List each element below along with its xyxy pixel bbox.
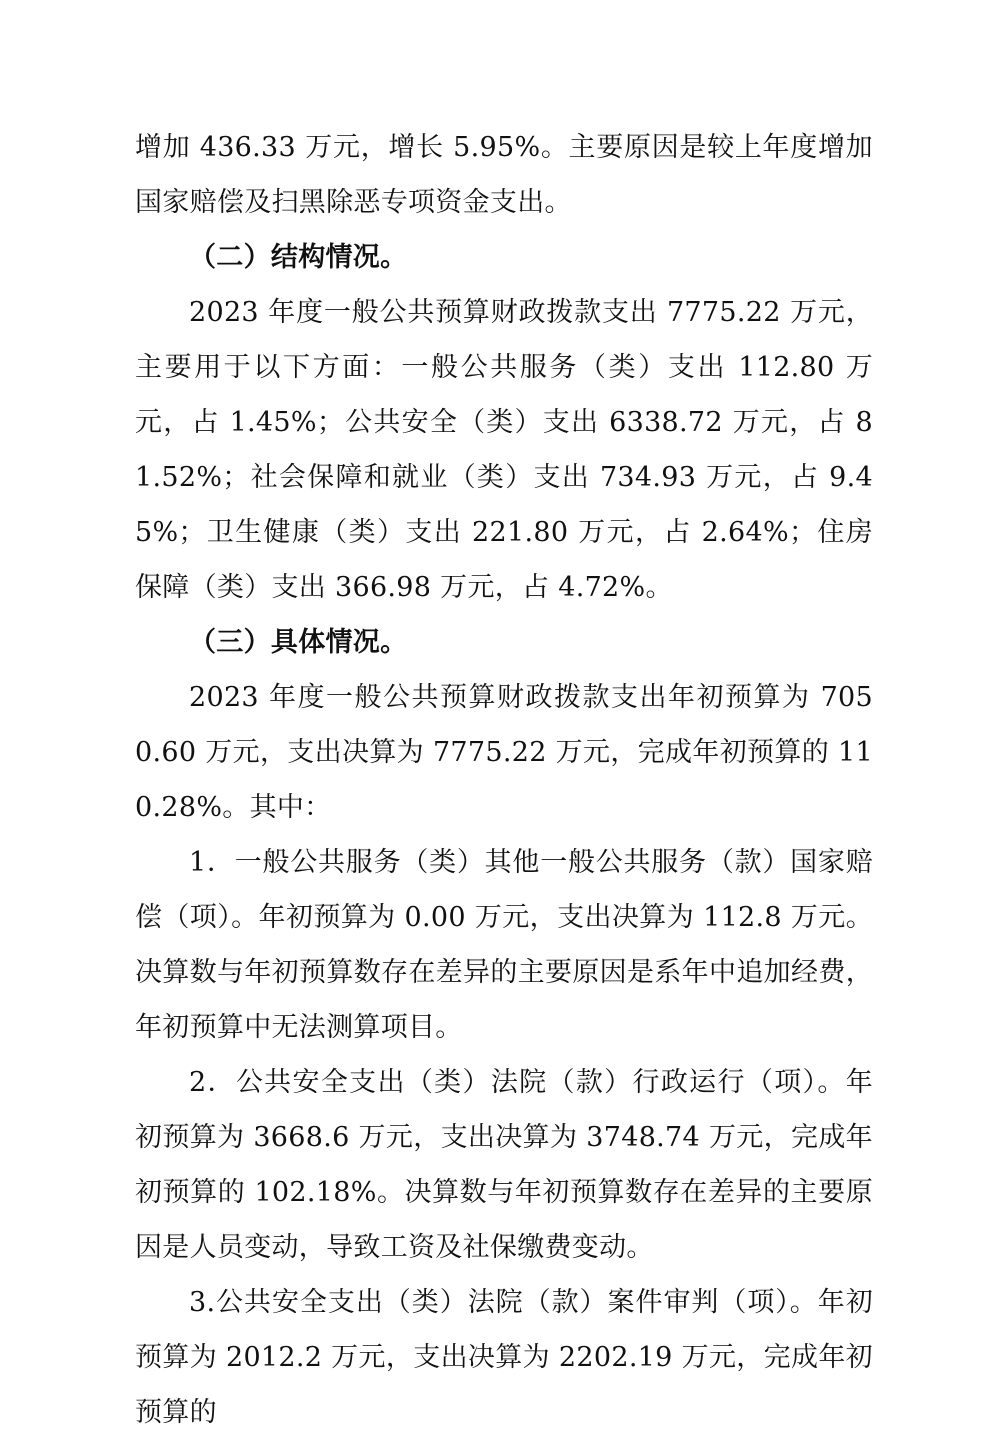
paragraph-increase-reason: 增加 436.33 万元，增长 5.95%。主要原因是较上年度增加国家赔偿及扫黑除恶专项资金支出。 bbox=[135, 132, 873, 218]
section-heading-details: （三）具体情况。 bbox=[189, 627, 408, 658]
paragraph-item-2: 2．公共安全支出（类）法院（款）行政运行（项）。年初预算为 3668.6 万元，支出决算为 3748.74 万元，完成年初预算的 102.18%。决算数与年初预算数存在差异的主要原因是人员变动，导致工资及社保缴费变动。 bbox=[135, 1067, 873, 1263]
section-heading-structure: （二）结构情况。 bbox=[189, 242, 408, 273]
paragraph-details-summary: 2023 年度一般公共预算财政拨款支出年初预算为 7050.60 万元，支出决算为 7775.22 万元，完成年初预算的 110.28%。其中： bbox=[135, 682, 873, 823]
paragraph-item-1: 1．一般公共服务（类）其他一般公共服务（款）国家赔偿（项）。年初预算为 0.00 万元，支出决算为 112.8 万元。决算数与年初预算数存在差异的主要原因是系年中追加经费，年初预算中无法测算项目。 bbox=[135, 847, 873, 1043]
paragraph-structure: 2023 年度一般公共预算财政拨款支出 7775.22 万元，主要用于以下方面：一般公共服务（类）支出 112.80 万元，占 1.45%；公共安全（类）支出 6338.72 万元，占 81.52%；社会保障和就业（类）支出 734.93 万元，占 9.45%；卫生健康（类）支出 221.80 万元，占 2.64%；住房保障（类）支出 366.98 万元，占 4.72%。 bbox=[135, 297, 873, 603]
paragraph-item-3: 3.公共安全支出（类）法院（款）案件审判（项）。年初预算为 2012.2 万元，支出决算为 2202.19 万元，完成年初预算的 bbox=[135, 1287, 873, 1428]
document-page bbox=[135, 120, 873, 1440]
